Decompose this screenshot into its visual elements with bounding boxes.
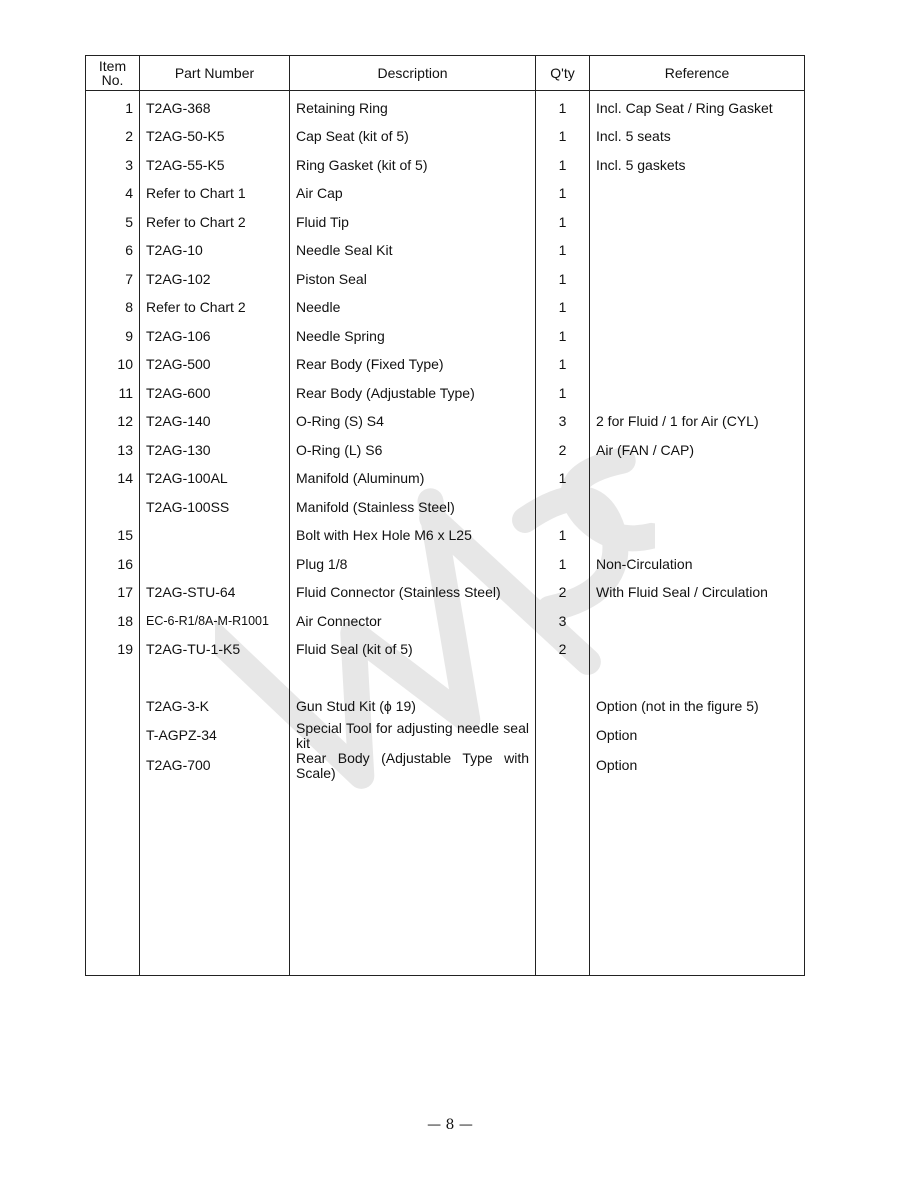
cell-qty: 1 [536,151,590,180]
cell-reference: Option [590,751,805,781]
cell-description: Gun Stud Kit (ϕ 19) [290,692,536,721]
cell-item [86,751,140,781]
cell-description: Needle Spring [290,322,536,351]
table-row [86,607,805,636]
empty-cell [86,781,140,976]
table-row [86,322,805,351]
table-row [86,636,805,665]
table-header-row [86,56,805,91]
table-row [86,379,805,408]
cell-item [86,692,140,721]
cell-reference [590,322,805,351]
empty-cell [140,781,290,976]
cell-item [86,721,140,751]
cell-qty: 1 [536,351,590,380]
cell-part-number: Refer to Chart 2 [140,294,290,323]
header-part-number: Part Number [140,56,290,91]
cell-part-number: T2AG-102 [140,265,290,294]
cell-item: 17 [86,579,140,608]
table-row [86,208,805,237]
empty-cell [140,664,290,692]
cell-description: Needle Seal Kit [290,237,536,266]
table-row [86,522,805,551]
cell-part-number: T2AG-140 [140,408,290,437]
cell-item: 9 [86,322,140,351]
cell-description: Cap Seat (kit of 5) [290,123,536,152]
table-row [86,465,805,494]
cell-qty: 1 [536,237,590,266]
cell-item: 6 [86,237,140,266]
cell-reference [590,351,805,380]
cell-description: Manifold (Stainless Steel) [290,493,536,522]
cell-description: O-Ring (S) S4 [290,408,536,437]
cell-part-number: T2AG-100SS [140,493,290,522]
cell-part-number: Refer to Chart 1 [140,180,290,209]
cell-reference [590,180,805,209]
cell-item: 18 [86,607,140,636]
cell-reference [590,208,805,237]
cell-qty: 2 [536,579,590,608]
cell-qty: 1 [536,123,590,152]
cell-reference [590,237,805,266]
cell-item: 3 [86,151,140,180]
cell-qty [536,721,590,751]
table-row [86,721,805,751]
cell-reference: Non-Circulation [590,550,805,579]
cell-part-number [140,522,290,551]
cell-item [86,493,140,522]
cell-reference: Incl. 5 gaskets [590,151,805,180]
filler-row [86,781,805,976]
cell-reference [590,265,805,294]
cell-qty: 1 [536,208,590,237]
table-row [86,151,805,180]
cell-description: Retaining Ring [290,91,536,123]
cell-description: Rear Body (Adjustable Type) [290,379,536,408]
empty-cell [590,781,805,976]
cell-description: Fluid Tip [290,208,536,237]
table-row [86,692,805,721]
header-description: Description [290,56,536,91]
table-row [86,436,805,465]
cell-reference [590,493,805,522]
cell-description: Special Tool for adjusting needle seal kit [290,721,536,751]
header-item-no: Item No. [86,56,140,91]
empty-cell [290,664,536,692]
header-qty: Q'ty [536,56,590,91]
cell-reference: 2 for Fluid / 1 for Air (CYL) [590,408,805,437]
cell-description: Rear Body (Fixed Type) [290,351,536,380]
cell-description: Fluid Seal (kit of 5) [290,636,536,665]
cell-description: Bolt with Hex Hole M6 x L25 [290,522,536,551]
cell-qty: 1 [536,294,590,323]
cell-part-number: Refer to Chart 2 [140,208,290,237]
cell-reference: Option (not in the figure 5) [590,692,805,721]
cell-part-number: T2AG-50-K5 [140,123,290,152]
cell-reference: Air (FAN / CAP) [590,436,805,465]
table-row [86,294,805,323]
cell-item: 7 [86,265,140,294]
table-row [86,579,805,608]
spacer-row [86,664,805,692]
table-row [86,180,805,209]
cell-reference: Incl. 5 seats [590,123,805,152]
cell-reference: Option [590,721,805,751]
table-row [86,408,805,437]
cell-description: Needle [290,294,536,323]
cell-item: 4 [86,180,140,209]
cell-description: Piston Seal [290,265,536,294]
cell-qty: 2 [536,636,590,665]
cell-item: 1 [86,91,140,123]
table-row [86,91,805,123]
cell-description: Air Connector [290,607,536,636]
cell-item: 16 [86,550,140,579]
cell-part-number: T-AGPZ-34 [140,721,290,751]
cell-part-number: T2AG-368 [140,91,290,123]
cell-item: 12 [86,408,140,437]
cell-reference [590,607,805,636]
cell-description: Ring Gasket (kit of 5) [290,151,536,180]
empty-cell [86,664,140,692]
cell-reference [590,379,805,408]
cell-part-number: T2AG-TU-1-K5 [140,636,290,665]
cell-qty: 1 [536,265,590,294]
cell-reference [590,522,805,551]
cell-part-number: T2AG-106 [140,322,290,351]
cell-item: 15 [86,522,140,551]
cell-part-number: EC-6-R1/8A-M-R1001 [140,607,290,636]
cell-part-number: T2AG-600 [140,379,290,408]
cell-part-number: T2AG-STU-64 [140,579,290,608]
cell-qty: 1 [536,550,590,579]
empty-cell [290,781,536,976]
cell-reference: Incl. Cap Seat / Ring Gasket [590,91,805,123]
empty-cell [536,781,590,976]
cell-reference [590,294,805,323]
parts-table [85,55,805,976]
cell-qty [536,493,590,522]
cell-part-number: T2AG-100AL [140,465,290,494]
cell-description: O-Ring (L) S6 [290,436,536,465]
cell-part-number [140,550,290,579]
cell-description: Manifold (Aluminum) [290,465,536,494]
cell-part-number: T2AG-500 [140,351,290,380]
cell-reference: With Fluid Seal / Circulation [590,579,805,608]
table-row [86,237,805,266]
cell-qty: 3 [536,607,590,636]
cell-reference [590,465,805,494]
table-row [86,351,805,380]
cell-reference [590,636,805,665]
table-row [86,265,805,294]
page-number: — 8 — [427,1117,473,1133]
cell-part-number: T2AG-10 [140,237,290,266]
cell-description: Rear Body (Adjustable Type with Scale) [290,751,536,781]
empty-cell [590,664,805,692]
cell-item: 5 [86,208,140,237]
cell-item: 2 [86,123,140,152]
cell-qty: 1 [536,465,590,494]
cell-qty: 1 [536,180,590,209]
cell-part-number: T2AG-55-K5 [140,151,290,180]
cell-description: Plug 1/8 [290,550,536,579]
table-row [86,123,805,152]
table-row [86,751,805,781]
table-row [86,550,805,579]
cell-qty: 1 [536,522,590,551]
table-row [86,493,805,522]
cell-qty: 1 [536,322,590,351]
cell-qty [536,692,590,721]
cell-qty [536,751,590,781]
cell-item: 10 [86,351,140,380]
cell-qty: 1 [536,91,590,123]
cell-qty: 1 [536,379,590,408]
cell-part-number: T2AG-130 [140,436,290,465]
empty-cell [536,664,590,692]
cell-qty: 2 [536,436,590,465]
cell-item: 13 [86,436,140,465]
cell-item: 19 [86,636,140,665]
cell-description: Fluid Connector (Stainless Steel) [290,579,536,608]
cell-description: Air Cap [290,180,536,209]
cell-part-number: T2AG-700 [140,751,290,781]
header-reference: Reference [590,56,805,91]
cell-qty: 3 [536,408,590,437]
cell-item: 11 [86,379,140,408]
cell-item: 8 [86,294,140,323]
cell-item: 14 [86,465,140,494]
cell-part-number: T2AG-3-K [140,692,290,721]
